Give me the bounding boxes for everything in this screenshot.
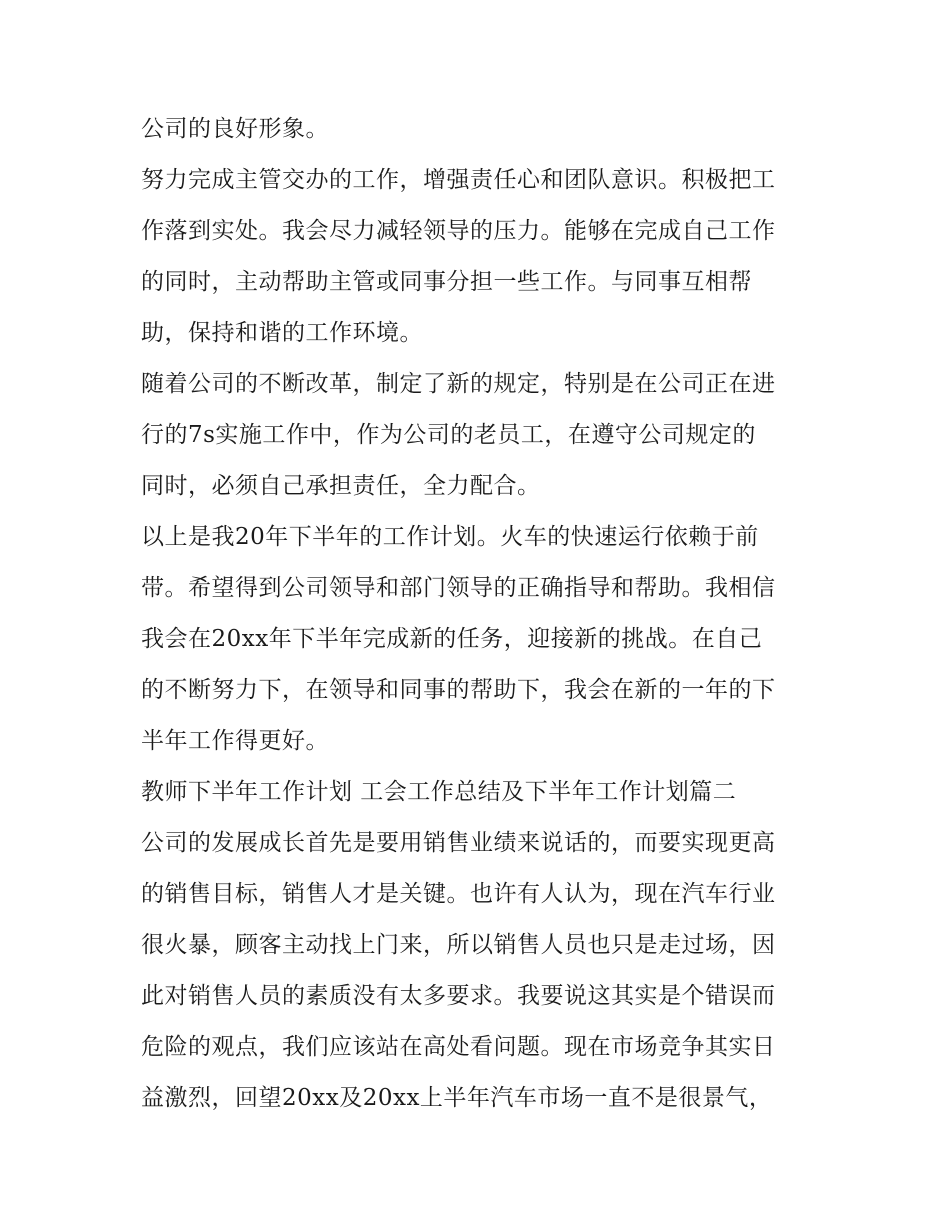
- text-line: 益激烈，回望20xx及20xx上半年汽车市场一直不是很景气，: [141, 1085, 773, 1111]
- text-line: 随着公司的不断改革，制定了新的规定，特别是在公司正在进: [141, 371, 776, 397]
- text-line: 半年工作得更好。: [141, 728, 329, 754]
- section-heading: 教师下半年工作计划 工会工作总结及下半年工作计划篇二: [141, 779, 737, 805]
- text-line: 的不断努力下，在领导和同事的帮助下，我会在新的一年的下: [141, 677, 776, 703]
- text-line: 同时，必须自己承担责任，全力配合。: [141, 473, 541, 499]
- text-line: 的销售目标，销售人才是关键。也许有人认为，现在汽车行业: [141, 881, 776, 907]
- text-line: 我会在20xx年下半年完成新的任务，迎接新的挑战。在自己: [141, 626, 763, 652]
- text-line: 公司的良好形象。: [141, 116, 329, 142]
- text-line: 以上是我20年下半年的工作计划。火车的快速运行依赖于前: [141, 524, 759, 550]
- text-line: 很火暴，顾客主动找上门来，所以销售人员也只是走过场，因: [141, 932, 776, 958]
- text-line: 作落到实处。我会尽力减轻领导的压力。能够在完成自己工作: [141, 218, 776, 244]
- text-line: 危险的观点，我们应该站在高处看问题。现在市场竞争其实日: [141, 1034, 776, 1060]
- text-line: 行的7s实施工作中，作为公司的老员工，在遵守公司规定的: [141, 422, 756, 448]
- text-line: 努力完成主管交办的工作，增强责任心和团队意识。积极把工: [141, 167, 776, 193]
- text-line: 助，保持和谐的工作环境。: [141, 320, 423, 346]
- text-line: 带。希望得到公司领导和部门领导的正确指导和帮助。我相信: [141, 575, 776, 601]
- text-line: 此对销售人员的素质没有太多要求。我要说这其实是个错误而: [141, 983, 776, 1009]
- text-line: 的同时，主动帮助主管或同事分担一些工作。与同事互相帮: [141, 269, 752, 295]
- document-body: [141, 108, 821, 1128]
- text-line: 公司的发展成长首先是要用销售业绩来说话的，而要实现更高: [141, 830, 776, 856]
